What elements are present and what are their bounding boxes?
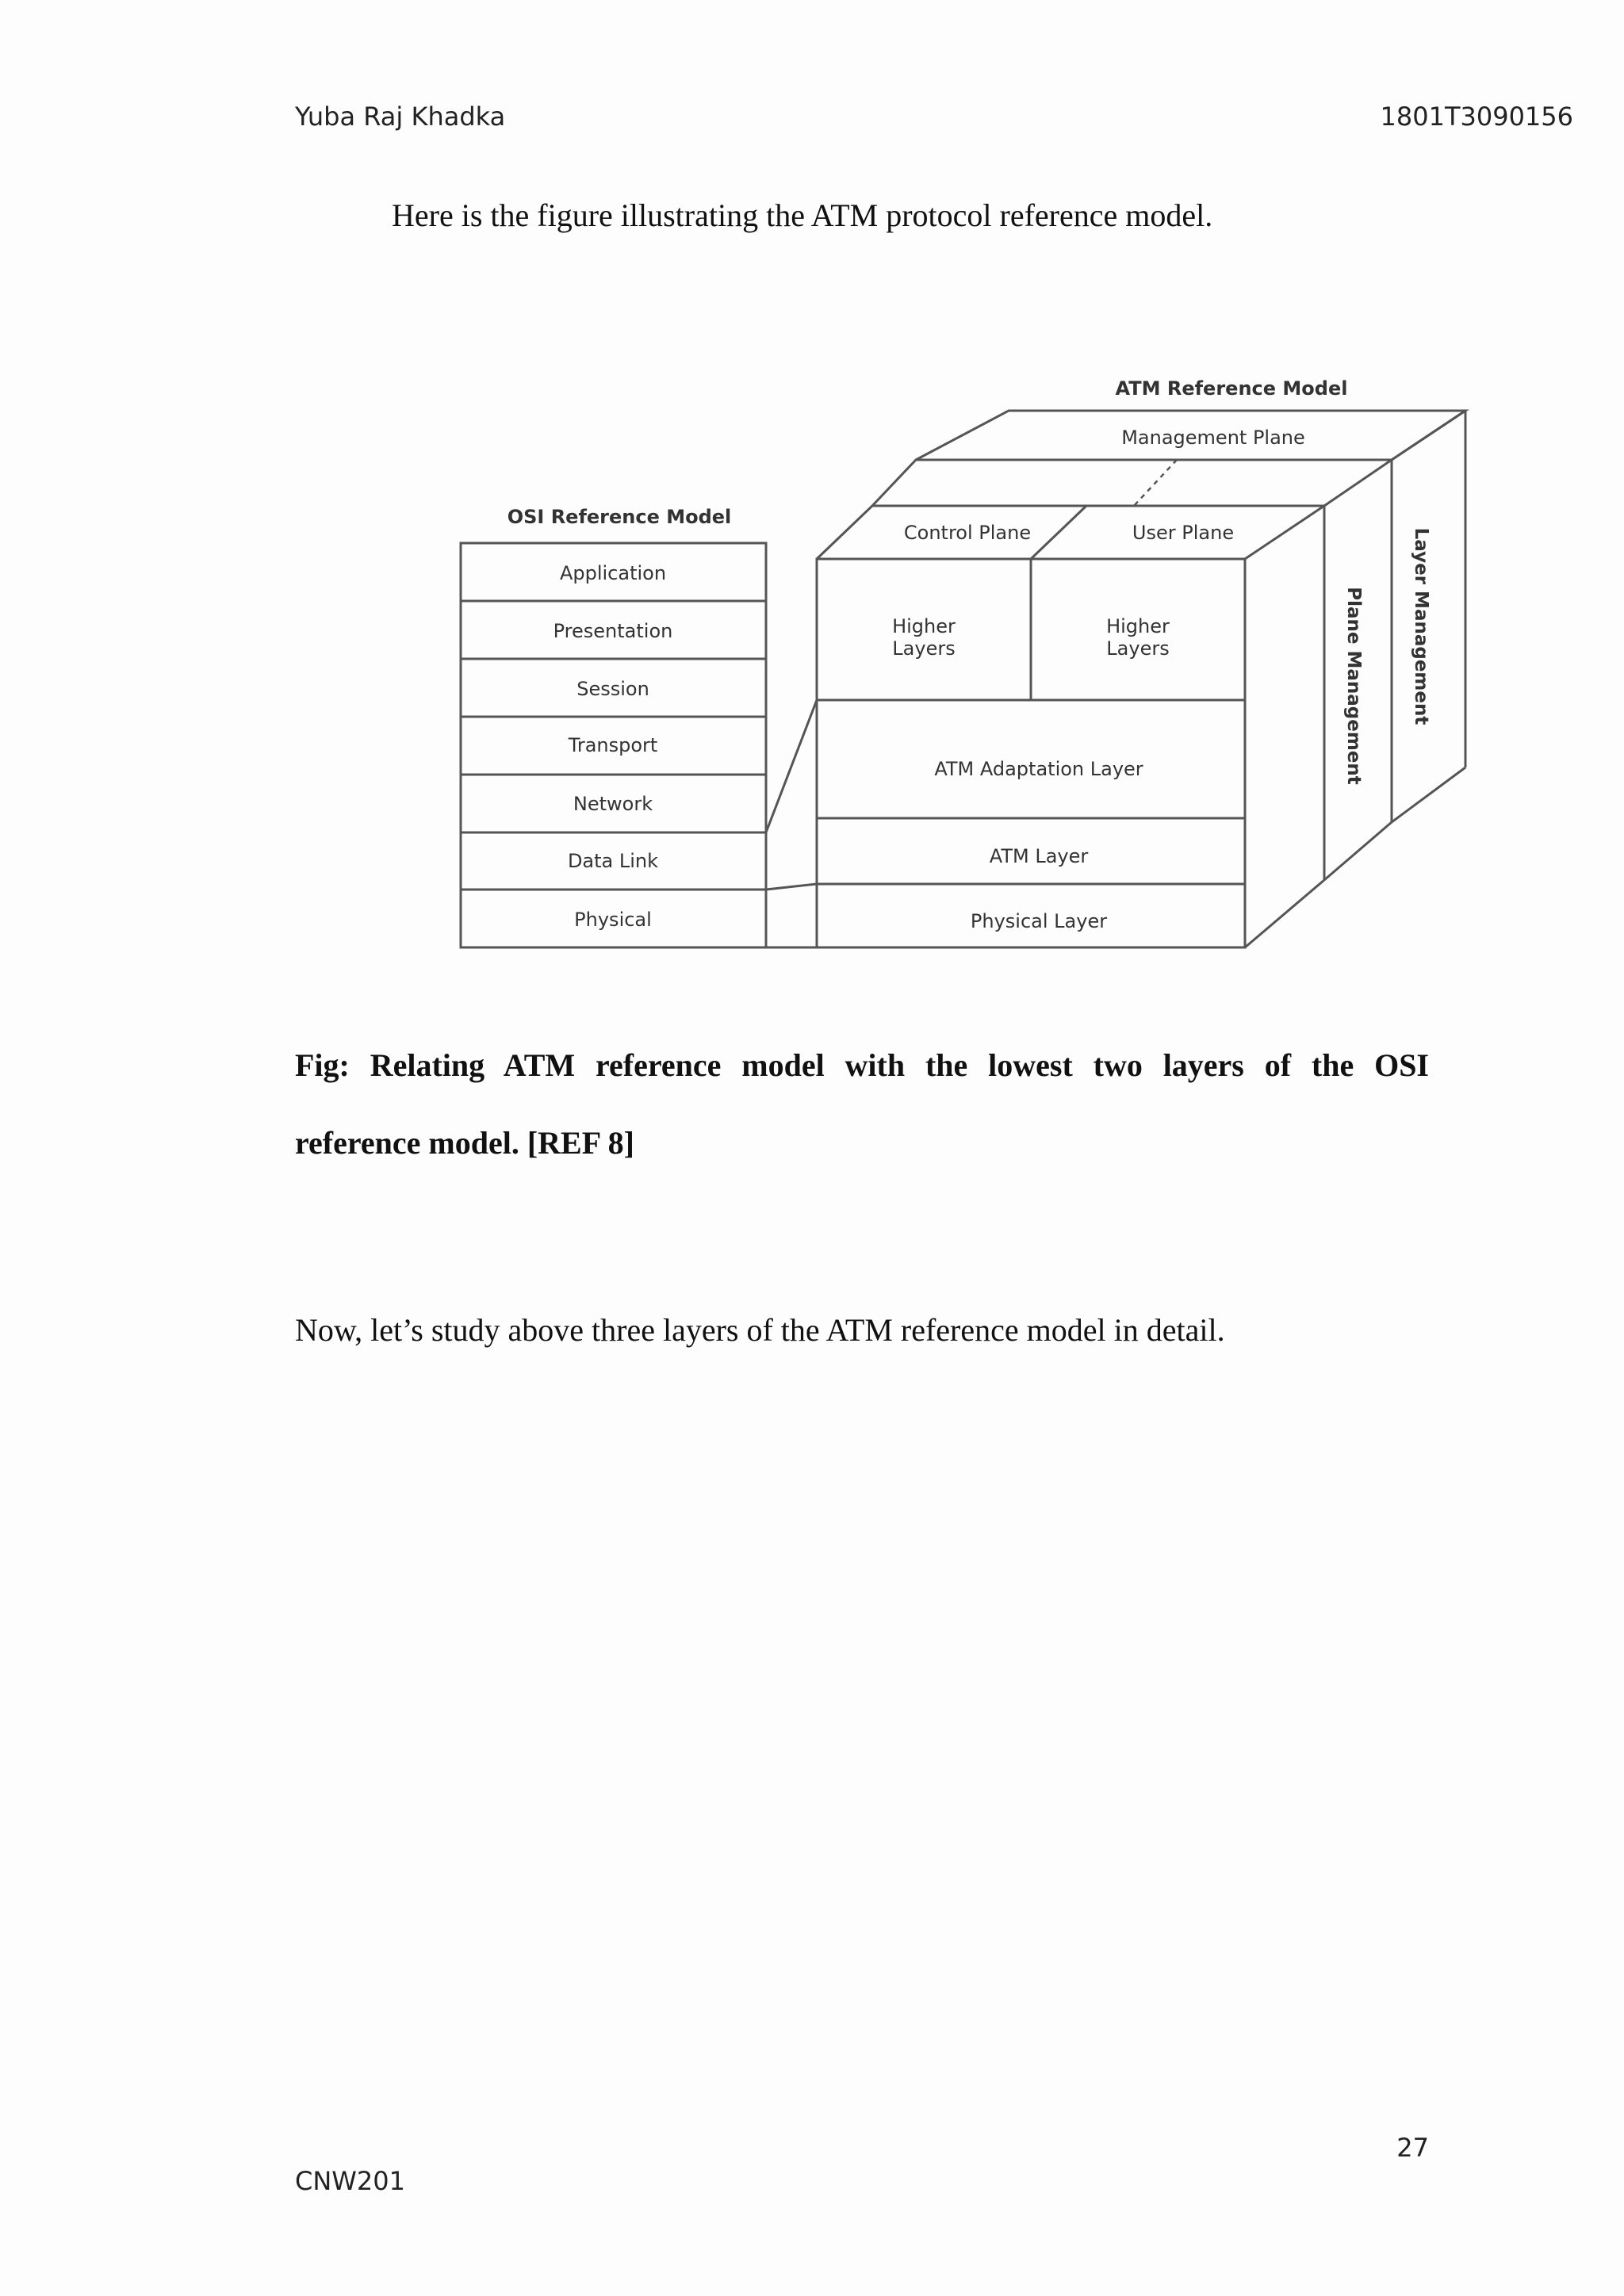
layer-management-label: Layer Management [1411,527,1431,725]
management-plane-label: Management Plane [1121,427,1305,449]
footer-course-code: CNW201 [295,2166,405,2196]
higher-layers-user-line2: Layers [1106,637,1170,660]
osi-layer-physical: Physical [574,909,652,931]
header-author: Yuba Raj Khadka [295,101,506,132]
higher-layers-user-line1: Higher [1106,615,1170,637]
osi-layer-data-link: Data Link [567,850,659,872]
osi-layer-presentation: Presentation [553,620,673,642]
header-student-id: 1801T3090156 [1380,101,1573,132]
plane-management-label: Plane Management [1343,587,1364,785]
atm-layer-label: ATM Layer [989,845,1089,867]
page-number: 27 [1396,2133,1429,2163]
physical-layer-label: Physical Layer [970,910,1108,932]
figure-caption [295,1027,1429,1182]
higher-layers-control-line2: Layers [892,637,956,660]
osi-layer-session: Session [576,678,649,700]
caption-line-2: reference model. [REF 8] [295,1125,634,1161]
user-plane-label: User Plane [1132,522,1235,544]
connector-network-to-aal [766,700,817,832]
osi-layer-transport: Transport [568,734,658,756]
osi-layer-application: Application [559,562,667,584]
atm-reference-model-figure [444,357,1475,983]
intro-paragraph: Here is the figure illustrating the ATM protocol reference model. [392,197,1213,233]
next-section-paragraph: Now, let’s study above three layers of the ATM reference model in detail. [295,1312,1225,1348]
osi-title: OSI Reference Model [507,506,732,528]
higher-layers-control-line1: Higher [892,615,956,637]
control-plane-label: Control Plane [903,522,1032,544]
connector-datalink-to-atm [766,884,817,890]
atm-title: ATM Reference Model [1115,377,1348,400]
atm-adaptation-layer-label: ATM Adaptation Layer [934,758,1143,780]
osi-layer-network: Network [573,793,653,815]
caption-line-1: Fig: Relating ATM reference model with the lowest two layers of the OSI [295,1047,1429,1083]
